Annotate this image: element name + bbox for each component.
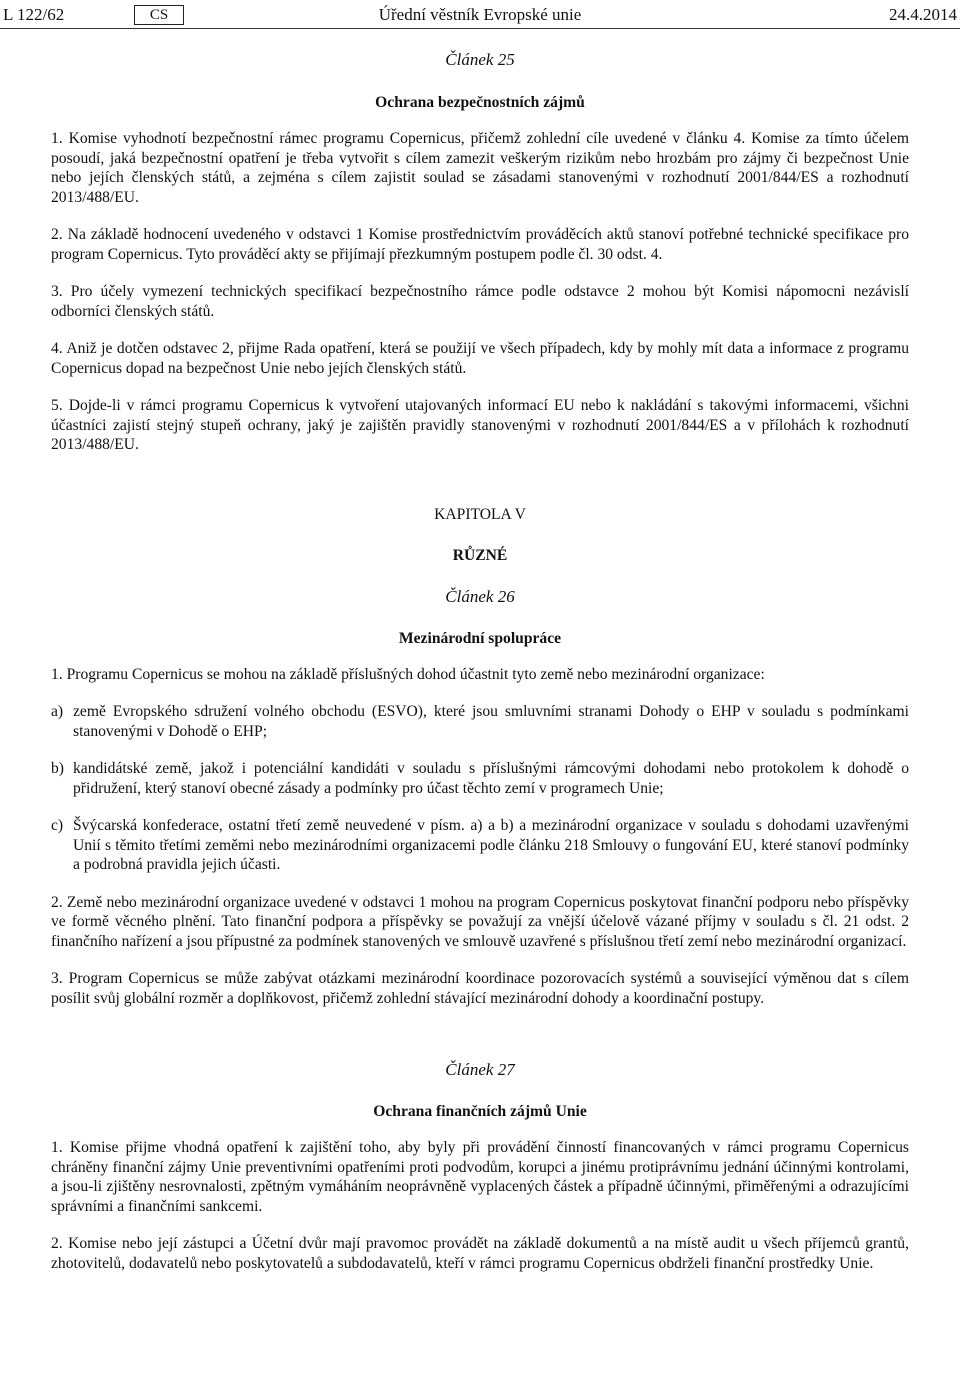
article-25-paragraph-1: 1. Komise vyhodnotí bezpečnostní rámec programu Copernicus, přičemž zohlední cíle uvedené v článku 4. Komise za tímto účelem posoudí, jaká bezpečnostní opatření je třeba vytvořit s cílem zamezit veškerým rizikům nebo hrozbám pro zájmy či bezpečnost Unie nebo jejích členských států, a zejména s cílem zajistit soulad se zásadami stanovenými v rozhodnutí 2001/844/ES a rozhodnutí 2013/488/EU. (51, 130, 909, 206)
list-item-label: c) (51, 817, 64, 834)
article-25-heading: Ochrana bezpečnostních zájmů (375, 94, 585, 111)
article-25-paragraph-4: 4. Aniž je dotčen odstavec 2, přijme Rada opatření, která se použijí ve všech případech, kdy by mohly mít data a informace z programu Copernicus dopad na bezpečnost Unie nebo jejích členských států. (51, 340, 909, 377)
article-25-paragraph-3: 3. Pro účely vymezení technických specifikací bezpečnostního rámce podle odstavce 2 mohou být Komisi nápomocni nezávislí odborníci členských států. (51, 283, 909, 320)
header-divider (0, 28, 960, 29)
journal-title: Úřední věstník Evropské unie (378, 5, 582, 24)
article-27-paragraph-2: 2. Komise nebo její zástupci a Účetní dvůr mají pravomoc provádět na základě dokumentů a na místě audit u všech příjemců grantů, zhotovitelů, dodavatelů nebo poskytovatelů a subdodavatelů, kteří v rámci programu Copernicus obdrželi finanční prostředky Unie. (51, 1235, 909, 1272)
article-25-title: Článek 25 (445, 50, 515, 69)
article-26-heading: Mezinárodní spolupráce (398, 629, 562, 647)
article-26-title: Článek 26 (445, 586, 515, 606)
page-header (0, 4, 960, 26)
page-reference: L 122/62 (3, 5, 65, 24)
article-25-paragraph-5: 5. Dojde-li v rámci programu Copernicus k vytvoření utajovaných informací EU nebo k nakládání s takovými informacemi, všichni účastníci zajistí stejný stupeň ochrany, jaký je zajištěn pravidly stanovenými v rozhodnutí 2001/844/ES a v přílohách k rozhodnutí 2013/488/EU. (51, 397, 909, 453)
chapter-number: KAPITOLA V (434, 505, 526, 523)
article-27-paragraph-1: 1. Komise přijme vhodná opatření k zajištění toho, aby byly při provádění činností financovaných v rámci programu Copernicus chráněny finanční zájmy Unie preventivními opatřeními proti podvodům, korupci a jinému protiprávnímu jednání účinnými kontrolami, a jsou-li zjištěny nesrovnalosti, zpětným vymáháním neoprávněně vyplacených částek a případně účinnými, přiměřenými a odrazujícími správními a finančními sankcemi. (51, 1139, 909, 1215)
publication-date: 24.4.2014 (889, 5, 957, 24)
article-27-title: Článek 27 (445, 1060, 515, 1079)
language-code-box: CS (134, 5, 184, 25)
list-item (51, 759, 909, 798)
chapter-title: RŮZNÉ (452, 546, 508, 564)
list-item-label: b) (51, 760, 64, 777)
list-item-text: Švýcarská konfederace, ostatní třetí země neuvedené v písm. a) a b) a mezinárodní organizace v souladu s dohodami uzavřenými Unií s těmito třetími zeměmi nebo mezinárodními organizacemi podle článku 218 Smlouvy o fungování EU, které stanoví podmínky a podrobná pravidla jejich účasti. (73, 817, 909, 873)
article-26-paragraph-2: 2. Země nebo mezinárodní organizace uvedené v odstavci 1 mohou na program Copernicus poskytovat finanční podporu nebo příspěvky ve formě věcného plnění. Tato finanční podpora a příspěvky se považují za vnější účelově vázané příjmy v souladu s čl. 21 odst. 2 finančního nařízení a jsou přípustné za podmínek stanovených ve smlouvě uzavřené s příslušnou třetí zemí nebo mezinárodní organizací. (51, 893, 909, 950)
list-item-label: a) (51, 703, 64, 720)
list-item-text: země Evropského sdružení volného obchodu (ESVO), které jsou smluvními stranami Dohody o EHP v souladu s podmínkami stanovenými v Dohodě o EHP; (73, 703, 909, 740)
list-item-text: kandidátské země, jakož i potenciální kandidáti v souladu s příslušnými rámcovými dohodami nebo protokolem k dohodě o přidružení, který stanoví obecné zásady a podmínky pro účast těchto zemí v programech Unie; (73, 760, 909, 797)
article-25-paragraph-2: 2. Na základě hodnocení uvedeného v odstavci 1 Komise prostřednictvím prováděcích aktů stanoví potřebné technické specifikace pro program Copernicus. Tyto prováděcí akty se přijímají přezkumným postupem podle čl. 30 odst. 4. (51, 226, 909, 263)
document-body (51, 49, 909, 1273)
article-27-heading: Ochrana finančních zájmů Unie (373, 1103, 587, 1120)
list-item (51, 816, 909, 875)
article-26-paragraph-3: 3. Program Copernicus se může zabývat otázkami mezinárodní koordinace pozorovacích systémů a související výměnou dat s cílem posílit svůj globální rozměr a doplňkovost, přičemž zohlední stávající mezinárodní dohody a koordinační postupy. (51, 970, 909, 1007)
article-26-paragraph-1: 1. Programu Copernicus se mohou na základě příslušných dohod účastnit tyto země nebo mezinárodní organizace: (51, 665, 765, 683)
list-item (51, 702, 909, 741)
